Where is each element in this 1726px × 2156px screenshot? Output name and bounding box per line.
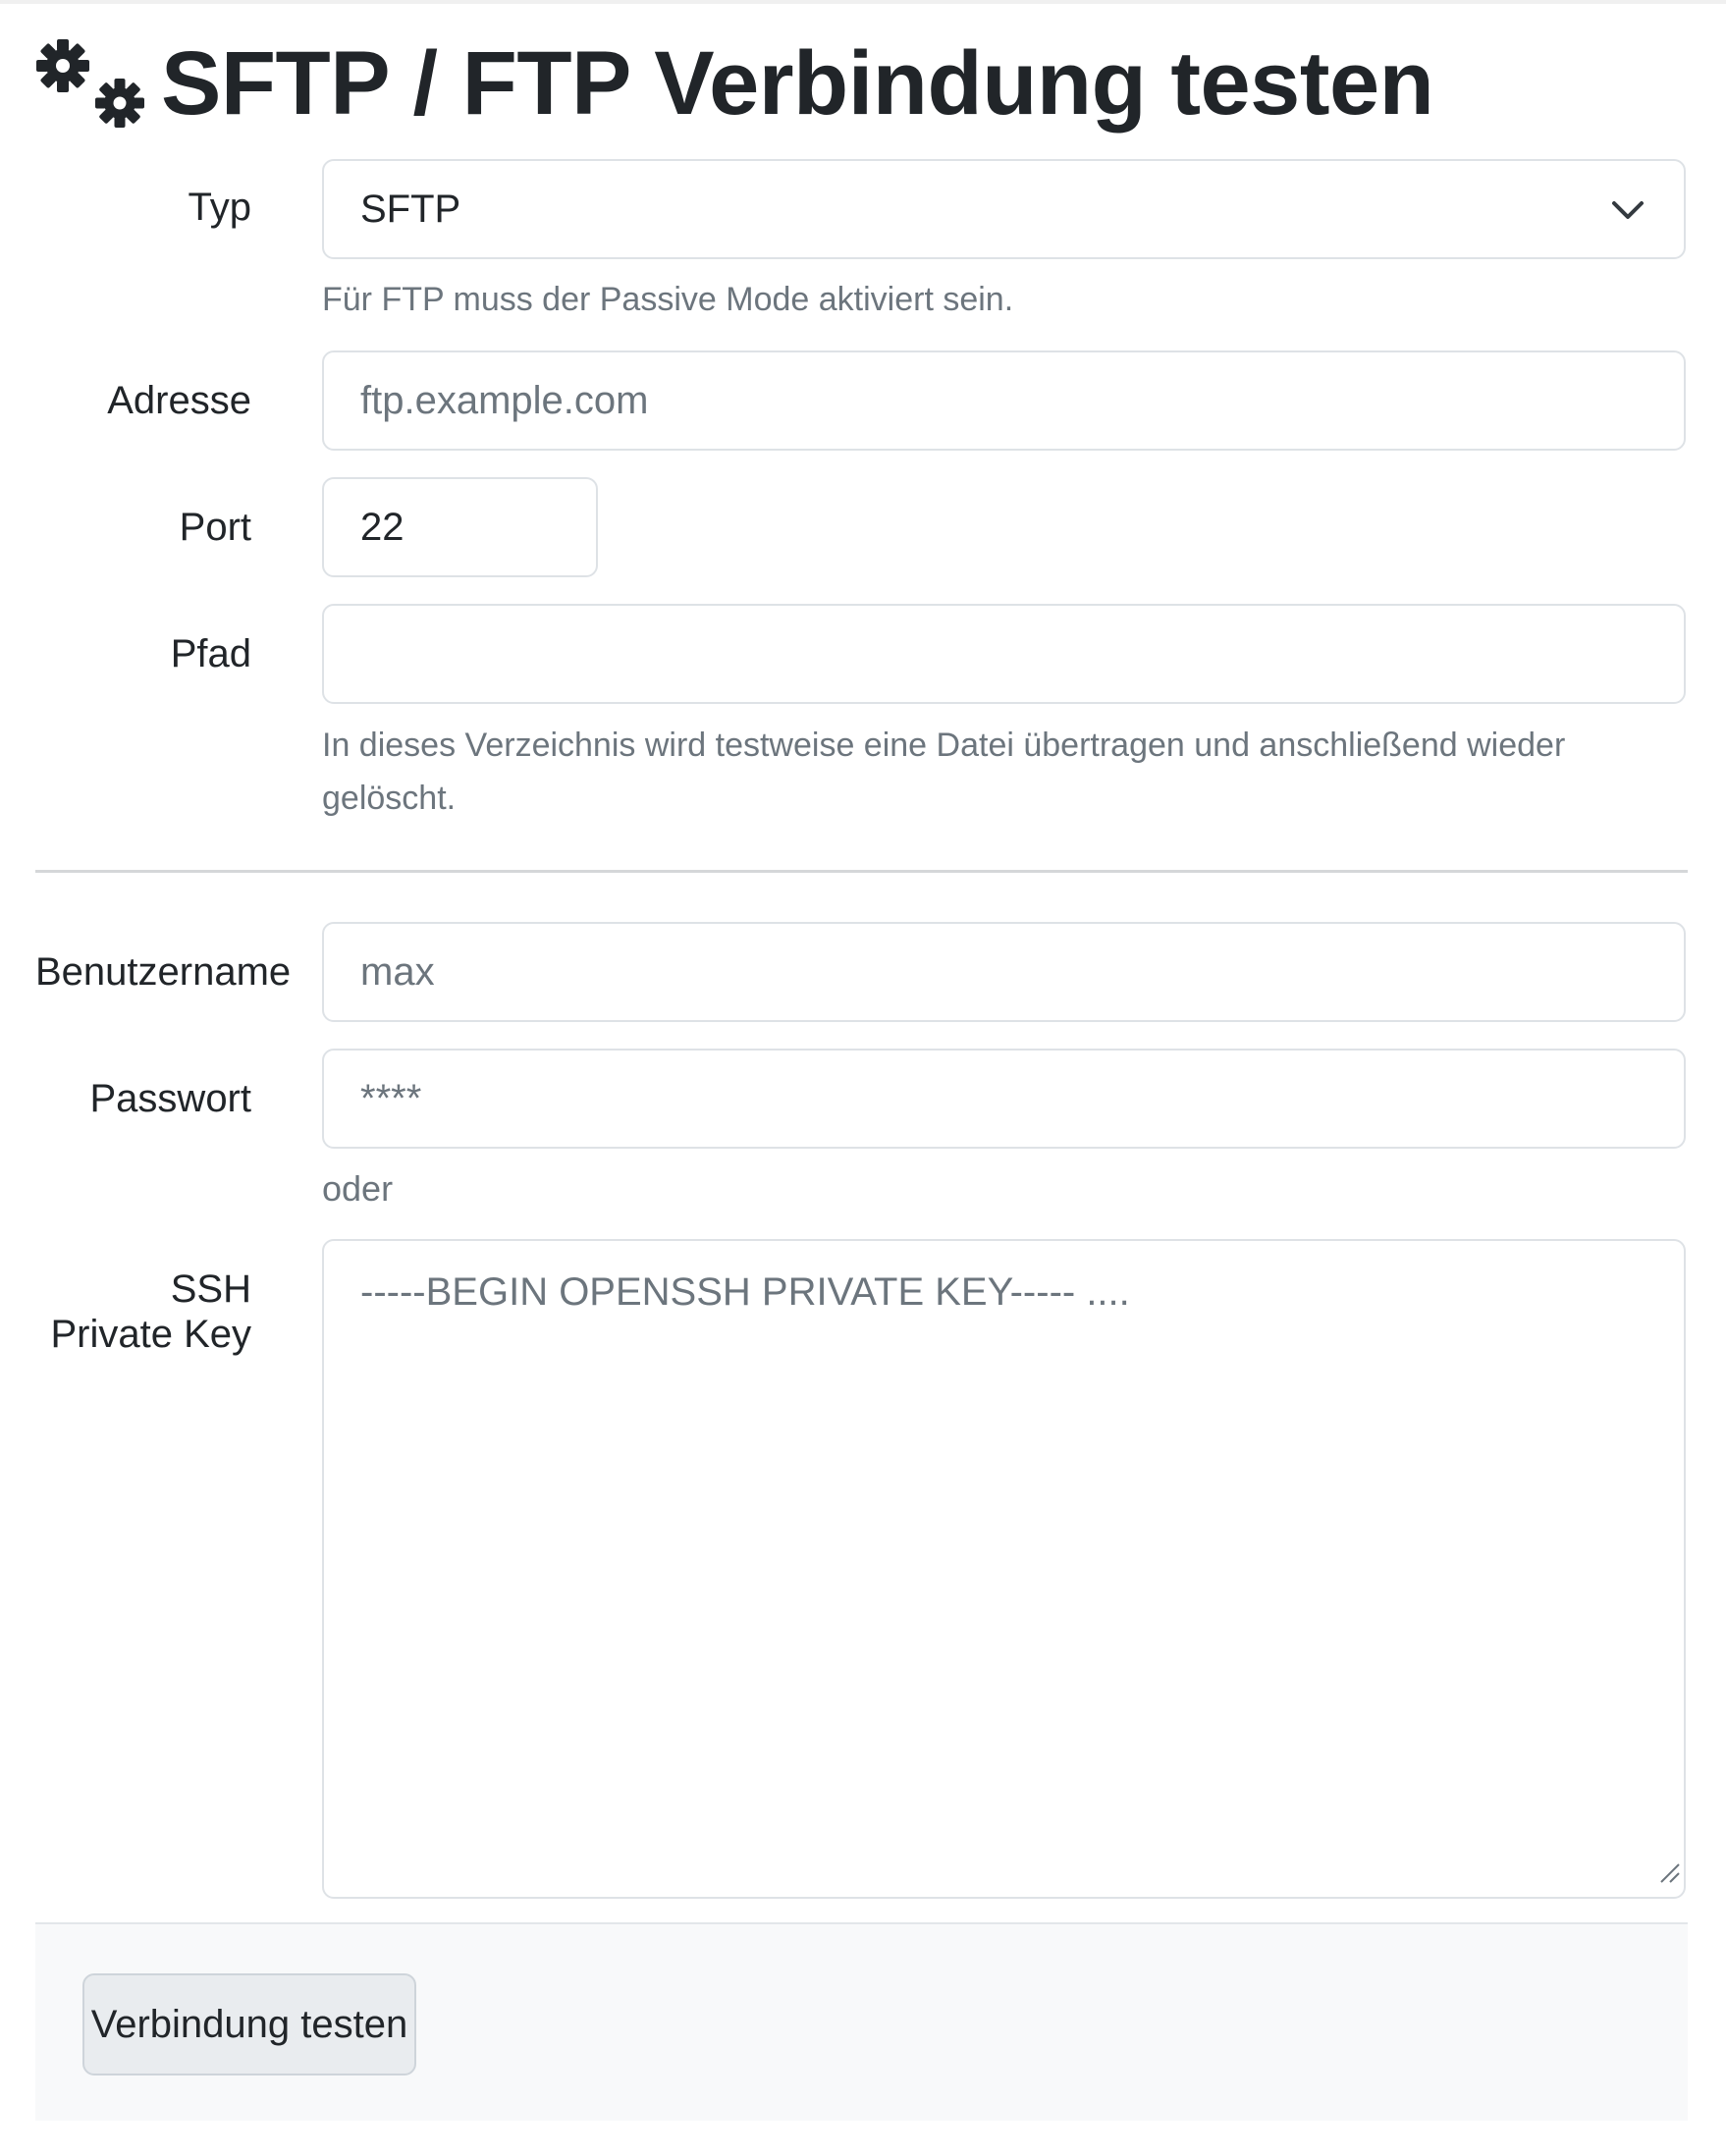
verbindung-testen-button[interactable]: Verbindung testen: [82, 1973, 416, 2075]
port-label: Port: [179, 506, 251, 549]
oder-text: oder: [322, 1168, 394, 1209]
adresse-input[interactable]: [322, 350, 1686, 451]
ssh-key-label: [35, 1265, 251, 1359]
top-edge: [0, 0, 1726, 4]
gears-icon: [35, 34, 153, 133]
passwort-label: Passwort: [89, 1077, 251, 1120]
resize-handle-icon[interactable]: [1657, 1860, 1681, 1884]
pfad-help-text: In dieses Verzeichnis wird testweise eine Datei übertragen und anschließend wieder gelöscht.: [322, 727, 1566, 817]
chevron-down-icon: [1608, 189, 1647, 229]
ssh-key-textarea[interactable]: [322, 1239, 1686, 1899]
typ-label: Typ: [188, 186, 251, 229]
adresse-label: Adresse: [107, 379, 251, 422]
typ-select-value: SFTP: [360, 187, 461, 231]
pfad-label: Pfad: [170, 632, 251, 675]
page-header: [35, 29, 1433, 137]
passwort-input[interactable]: [322, 1049, 1686, 1149]
benutzername-label: Benutzername: [35, 950, 292, 994]
benutzername-input[interactable]: [322, 922, 1686, 1022]
typ-select[interactable]: [322, 159, 1686, 259]
typ-help-text: Für FTP muss der Passive Mode aktiviert sein.: [322, 281, 1014, 318]
pfad-input[interactable]: [322, 604, 1686, 704]
page-title: SFTP / FTP Verbindung testen: [161, 32, 1434, 134]
ssh-key-label-line2: Private Key: [50, 1313, 251, 1356]
section-divider: [35, 870, 1688, 873]
port-input[interactable]: [322, 477, 598, 577]
ssh-key-label-line1: SSH: [170, 1267, 251, 1311]
form-footer: [35, 1922, 1688, 2121]
